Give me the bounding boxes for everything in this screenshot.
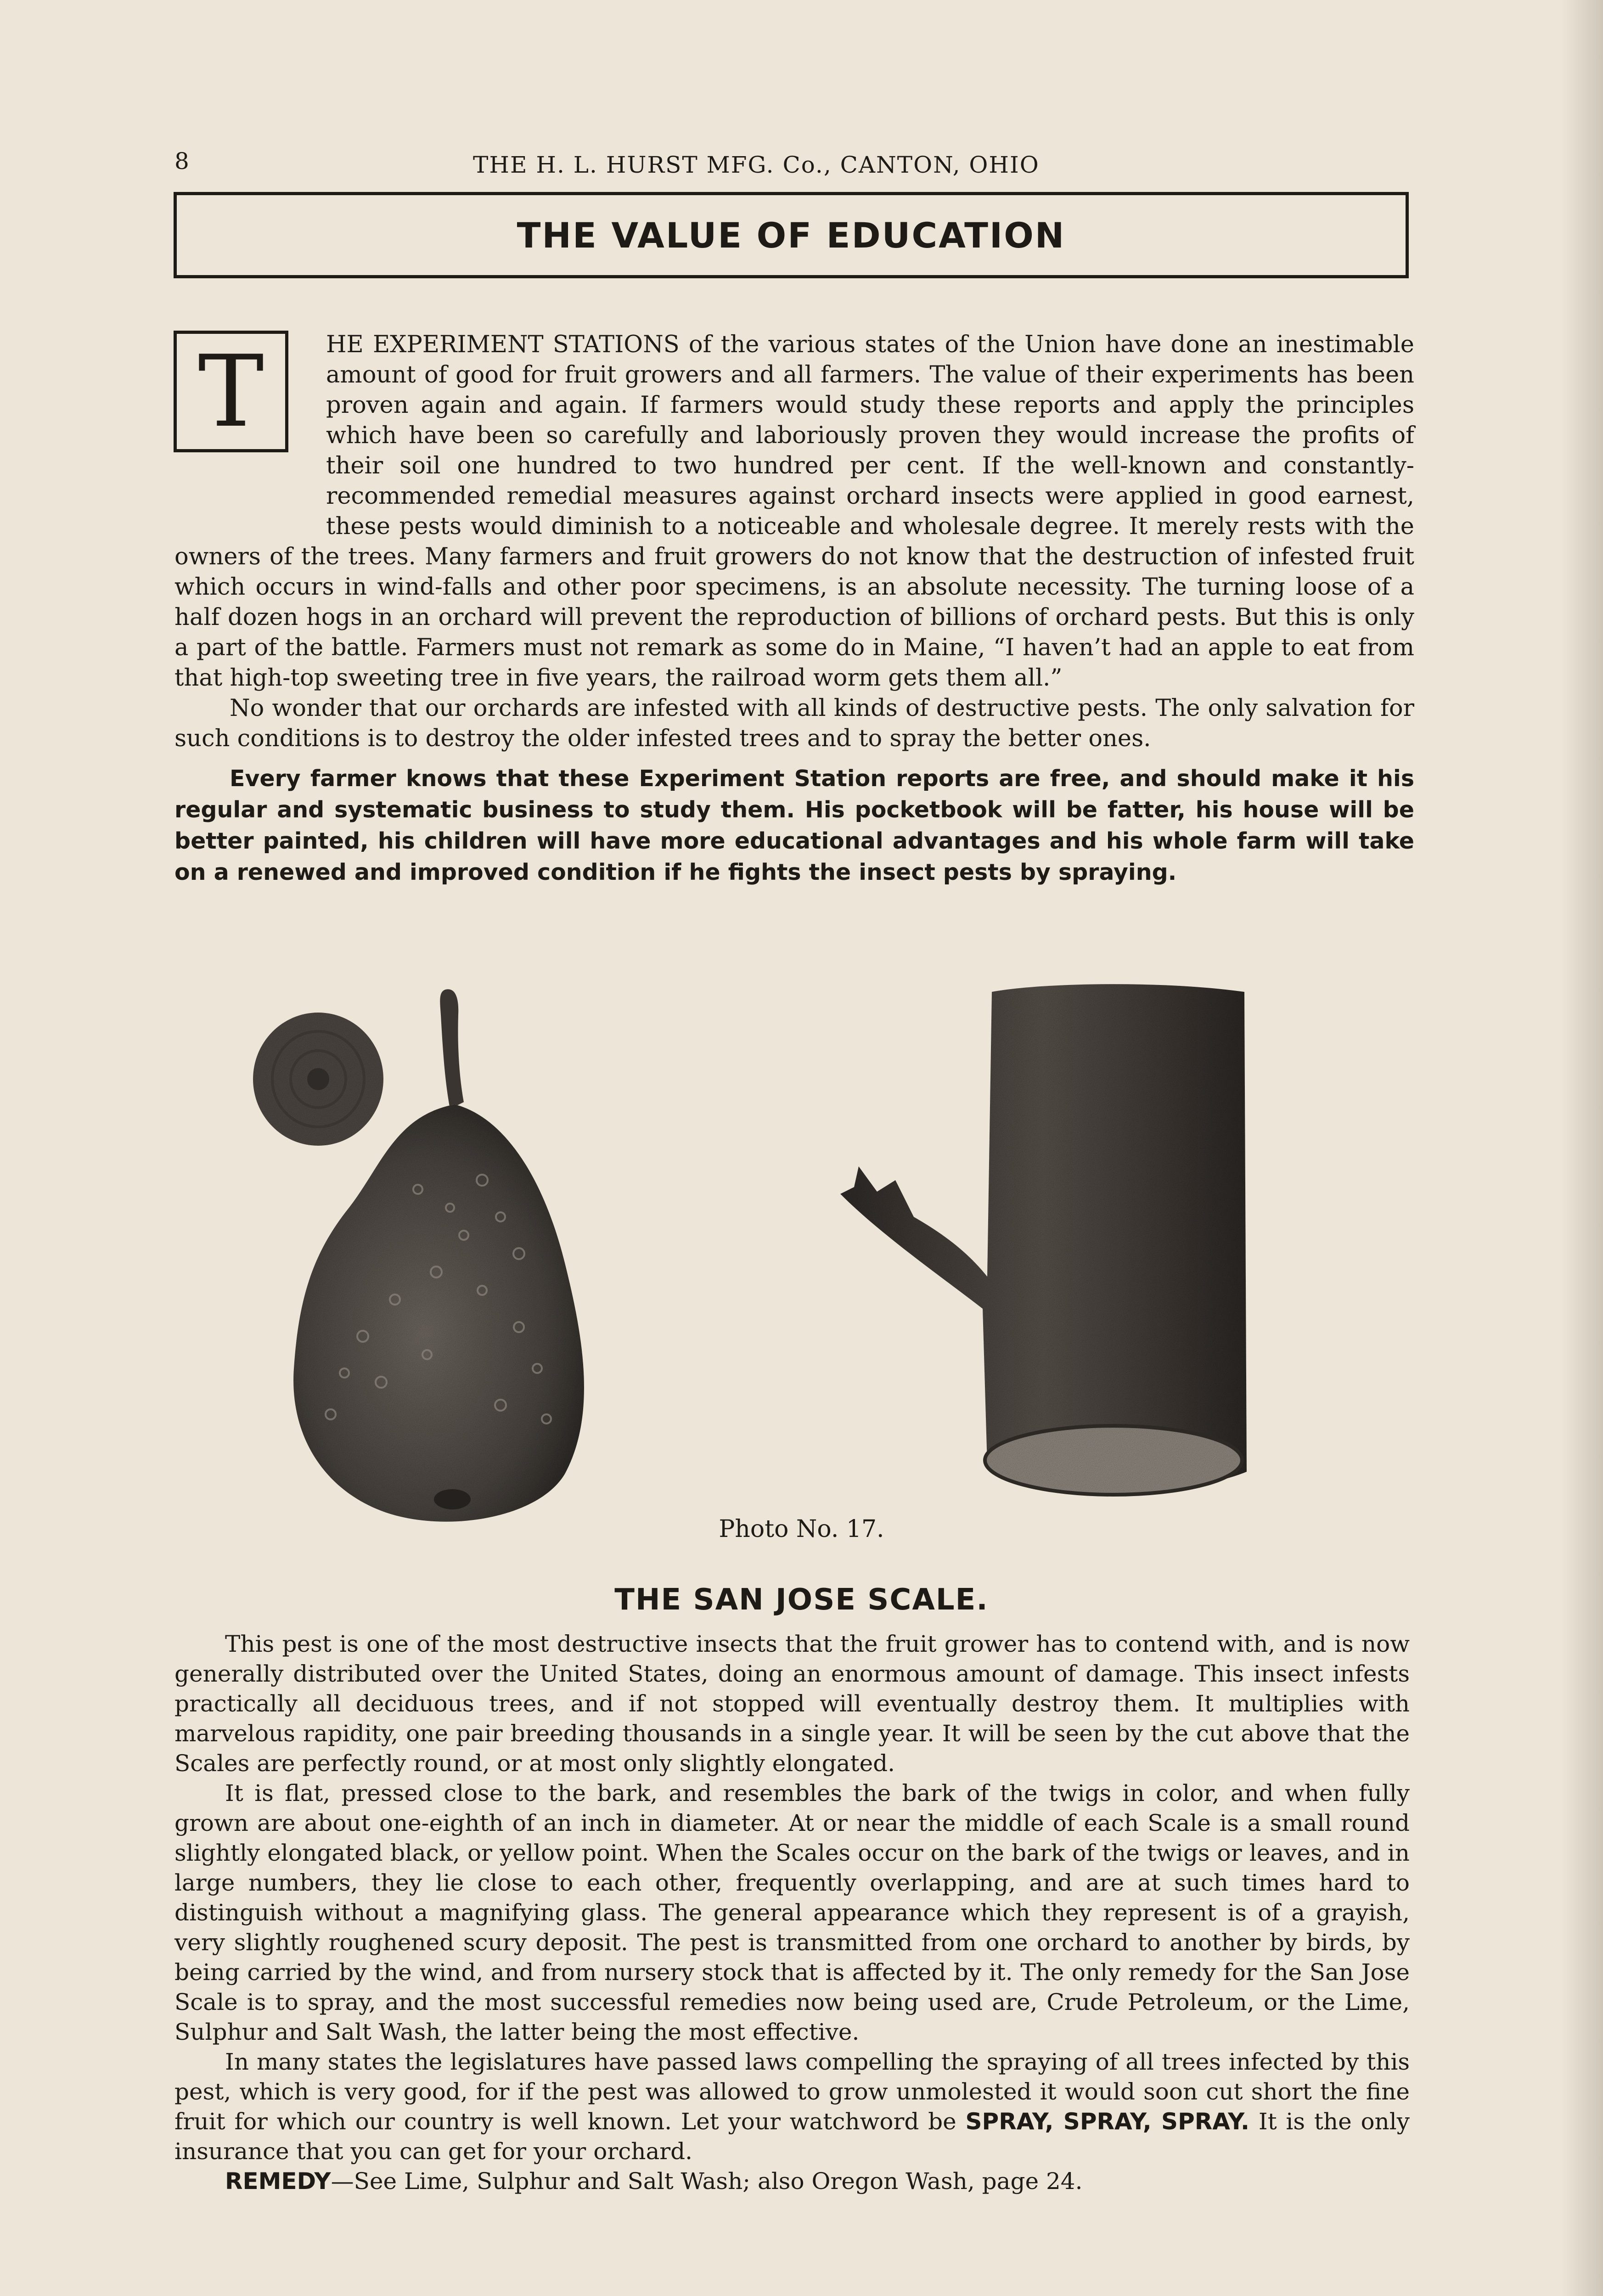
- intro-section: [174, 330, 1414, 888]
- remedy-text: —See Lime, Sulphur and Salt Wash; also Oregon Wash, page 24.: [331, 2168, 1083, 2195]
- photo-17: [243, 978, 1345, 1543]
- paragraph-3-start: In many states the legislatures have passed laws compelling the spraying of all trees infected by this pest, which is very good, for if the pest was allowed to grow unmolested it would soon cut short the fine fruit for which our country is well known. Let your watchword be: [174, 2048, 1410, 2135]
- page-edge-shadow: [1562, 0, 1603, 2296]
- drop-cap-spacer: [174, 330, 326, 518]
- scale-disc: [253, 1013, 383, 1146]
- remedy-label: REMEDY: [225, 2168, 331, 2195]
- section-heading: THE SAN JOSE SCALE.: [614, 1583, 989, 1617]
- section-paragraph-1: This pest is one of the most destructive insects that the fruit grower has to contend with, and is now generally distributed over the United States, doing an enormous amount of damage. This insect infests practically all deciduous trees, and if not stopped will eventually destroy them. It multiplies with marvelous rapidity, one pair breeding thousands in a single year. It will be seen by the cut above that the Scales are perfectly round, or at most only slightly elongated.: [174, 1631, 1410, 1777]
- photo-illustration: [243, 978, 1345, 1543]
- photo-caption: Photo No. 17.: [719, 1515, 884, 1543]
- san-jose-scale-section: [174, 1629, 1410, 2196]
- section-paragraph-3: [174, 2047, 1410, 2167]
- drop-cap: T: [198, 334, 264, 449]
- remedy-line: [174, 2167, 1410, 2196]
- spray-watchword: SPRAY, SPRAY, SPRAY.: [965, 2108, 1250, 2135]
- section-paragraph-2: It is flat, pressed close to the bark, and resembles the bark of the twigs in color, and when fully grown are about one-eighth of an inch in diameter. At or near the middle of each Scale is a small round slightly elongated black, or yellow point. When the Scales occur on the bark of the twigs or leaves, and in large numbers, they lie close to each other, frequently overlapping, and are at such times hard to distinguish without a magnifying glass. The general appearance which they represent is of a grayish, very slightly roughened scury deposit. The pest is transmitted from one orchard to another by birds, by being carried by the wind, and from nursery stock that is affected by it. The only remedy for the San Jose Scale is to spray, and the most successful remedies now being used are, Crude Petroleum, or the Lime, Sulphur and Salt Wash, the latter being the most effective.: [174, 1780, 1410, 2045]
- title-box: [174, 192, 1409, 278]
- branch-section: [840, 984, 1247, 1495]
- paragraph-3-end: It is the only insurance that you can get for your orchard.: [174, 2108, 1410, 2165]
- page-number: 8: [174, 148, 189, 174]
- bold-paragraph: Every farmer knows that these Experiment Station reports are free, and should make it his regular and systematic business to study them. His pocketbook will be fatter, his house will be better painted, his children will have more educational advantages and his whole farm will take on a renewed and improved condition if he fights the insect pests by spraying.: [174, 765, 1414, 885]
- article-title: THE VALUE OF EDUCATION: [517, 214, 1066, 256]
- intro-paragraph: HE EXPERIMENT STATIONS of the various states of the Union have done an inestimable amount of good for fruit growers and all farmers. The value of their experiments has been proven again and again. If farmers would study these reports and apply the principles which have been so carefully and laboriously proven they would increase the profits of their soil one hundred to two hundred per cent. If the well-known and constantly-recommended remedial measures against orchard insects were applied in good earnest, these pests would diminish to a noticeable and wholesale degree. It merely rests with the owners of the trees. Many farmers and fruit growers do not know that the destruction of infested fruit which occurs in wind-falls and other poor specimens, is an absolute necessity. The turning loose of a half dozen hogs in an orchard will prevent the reproduction of billions of orchard pests. But this is only a part of the battle. Farmers must not remark as some do in Maine, “I haven’t had an apple to eat from that high-top sweeting tree in five years, the railroad worm gets them all.”: [174, 331, 1414, 692]
- paragraph-orchards: No wonder that our orchards are infested with all kinds of destructive pests. The only salvation for such conditions is to destroy the older infested trees and to spray the better ones.: [174, 695, 1414, 752]
- running-head: THE H. L. HURST MFG. Co., CANTON, OHIO: [473, 152, 1040, 178]
